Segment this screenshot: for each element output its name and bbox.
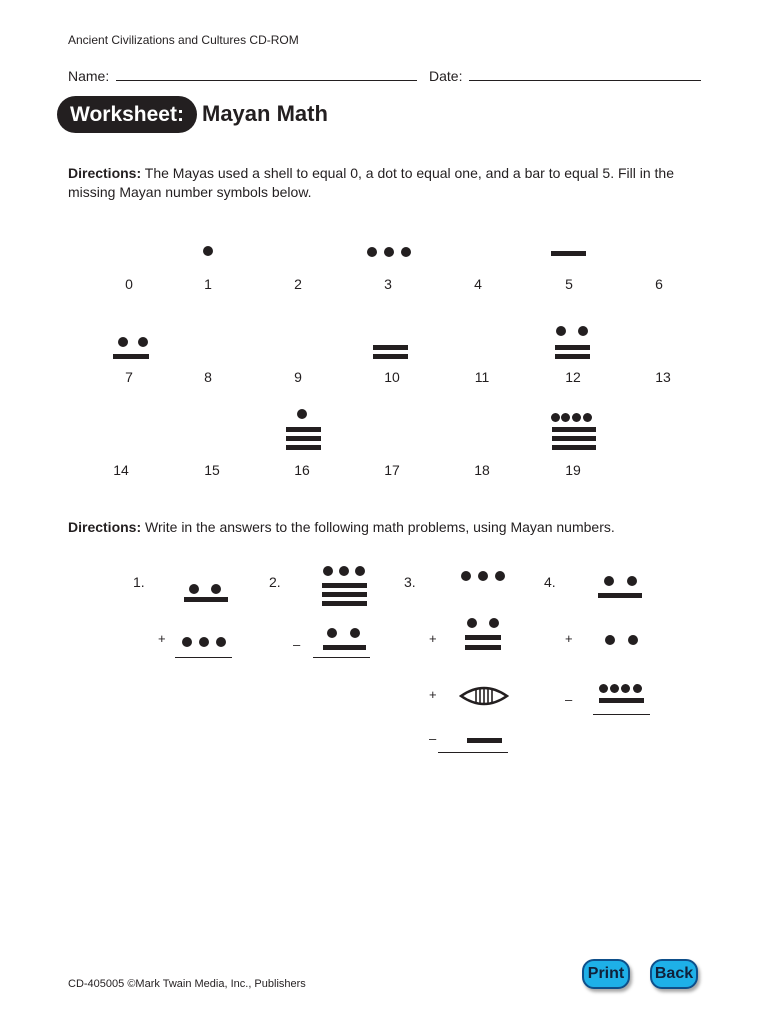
number-label-3: 3: [384, 276, 392, 292]
directions-label: Directions:: [68, 519, 142, 535]
problem-number: 1.: [133, 574, 145, 590]
date-label: Date:: [429, 68, 463, 84]
back-button[interactable]: Back: [650, 959, 698, 989]
name-label: Name:: [68, 68, 110, 84]
directions-math: [68, 518, 708, 537]
number-label-5: 5: [565, 276, 573, 292]
number-label-15: 15: [204, 462, 220, 478]
shell-zero-icon: [459, 682, 509, 710]
number-label-11: 11: [474, 369, 490, 385]
number-label-7: 7: [125, 369, 133, 385]
page-title: Mayan Math: [202, 101, 328, 126]
copyright-footer: CD-405005 ©Mark Twain Media, Inc., Publishers: [68, 978, 306, 990]
print-button[interactable]: Print: [582, 959, 630, 989]
number-label-12: 12: [565, 369, 581, 385]
number-label-14: 14: [113, 462, 129, 478]
number-label-17: 17: [384, 462, 400, 478]
number-label-16: 16: [294, 462, 310, 478]
number-label-10: 10: [384, 369, 400, 385]
problem-number: 4.: [544, 574, 556, 590]
answer-line[interactable]: [175, 657, 232, 658]
worksheet-badge: Worksheet:: [57, 96, 197, 133]
name-field-line[interactable]: [116, 80, 417, 81]
number-label-0: 0: [125, 276, 133, 292]
answer-line[interactable]: [438, 752, 508, 753]
source-title: Ancient Civilizations and Cultures CD-ROM: [68, 33, 299, 47]
plus-operator: +: [429, 631, 437, 646]
directions-text: The Mayas used a shell to equal 0, a dot to equal one, and a bar to equal 5. Fill in the missing Mayan number symbols below.: [68, 165, 674, 200]
minus-operator: –: [565, 692, 573, 707]
directions-fill-in: [68, 164, 708, 202]
plus-operator: +: [565, 631, 573, 646]
directions-text: Write in the answers to the following math problems, using Mayan numbers.: [141, 519, 615, 535]
minus-operator: –: [429, 731, 437, 746]
number-label-19: 19: [565, 462, 581, 478]
date-field-line[interactable]: [469, 80, 701, 81]
number-label-6: 6: [655, 276, 663, 292]
plus-operator: +: [429, 687, 437, 702]
number-label-4: 4: [474, 276, 482, 292]
plus-operator: +: [158, 631, 166, 646]
directions-label: Directions:: [68, 165, 142, 181]
minus-operator: –: [293, 637, 301, 652]
number-label-1: 1: [204, 276, 212, 292]
answer-line[interactable]: [593, 714, 650, 715]
number-label-8: 8: [204, 369, 212, 385]
number-label-13: 13: [655, 369, 671, 385]
problem-number: 3.: [404, 574, 416, 590]
problem-number: 2.: [269, 574, 281, 590]
answer-line[interactable]: [313, 657, 370, 658]
number-label-2: 2: [294, 276, 302, 292]
number-label-9: 9: [294, 369, 302, 385]
number-label-18: 18: [474, 462, 490, 478]
